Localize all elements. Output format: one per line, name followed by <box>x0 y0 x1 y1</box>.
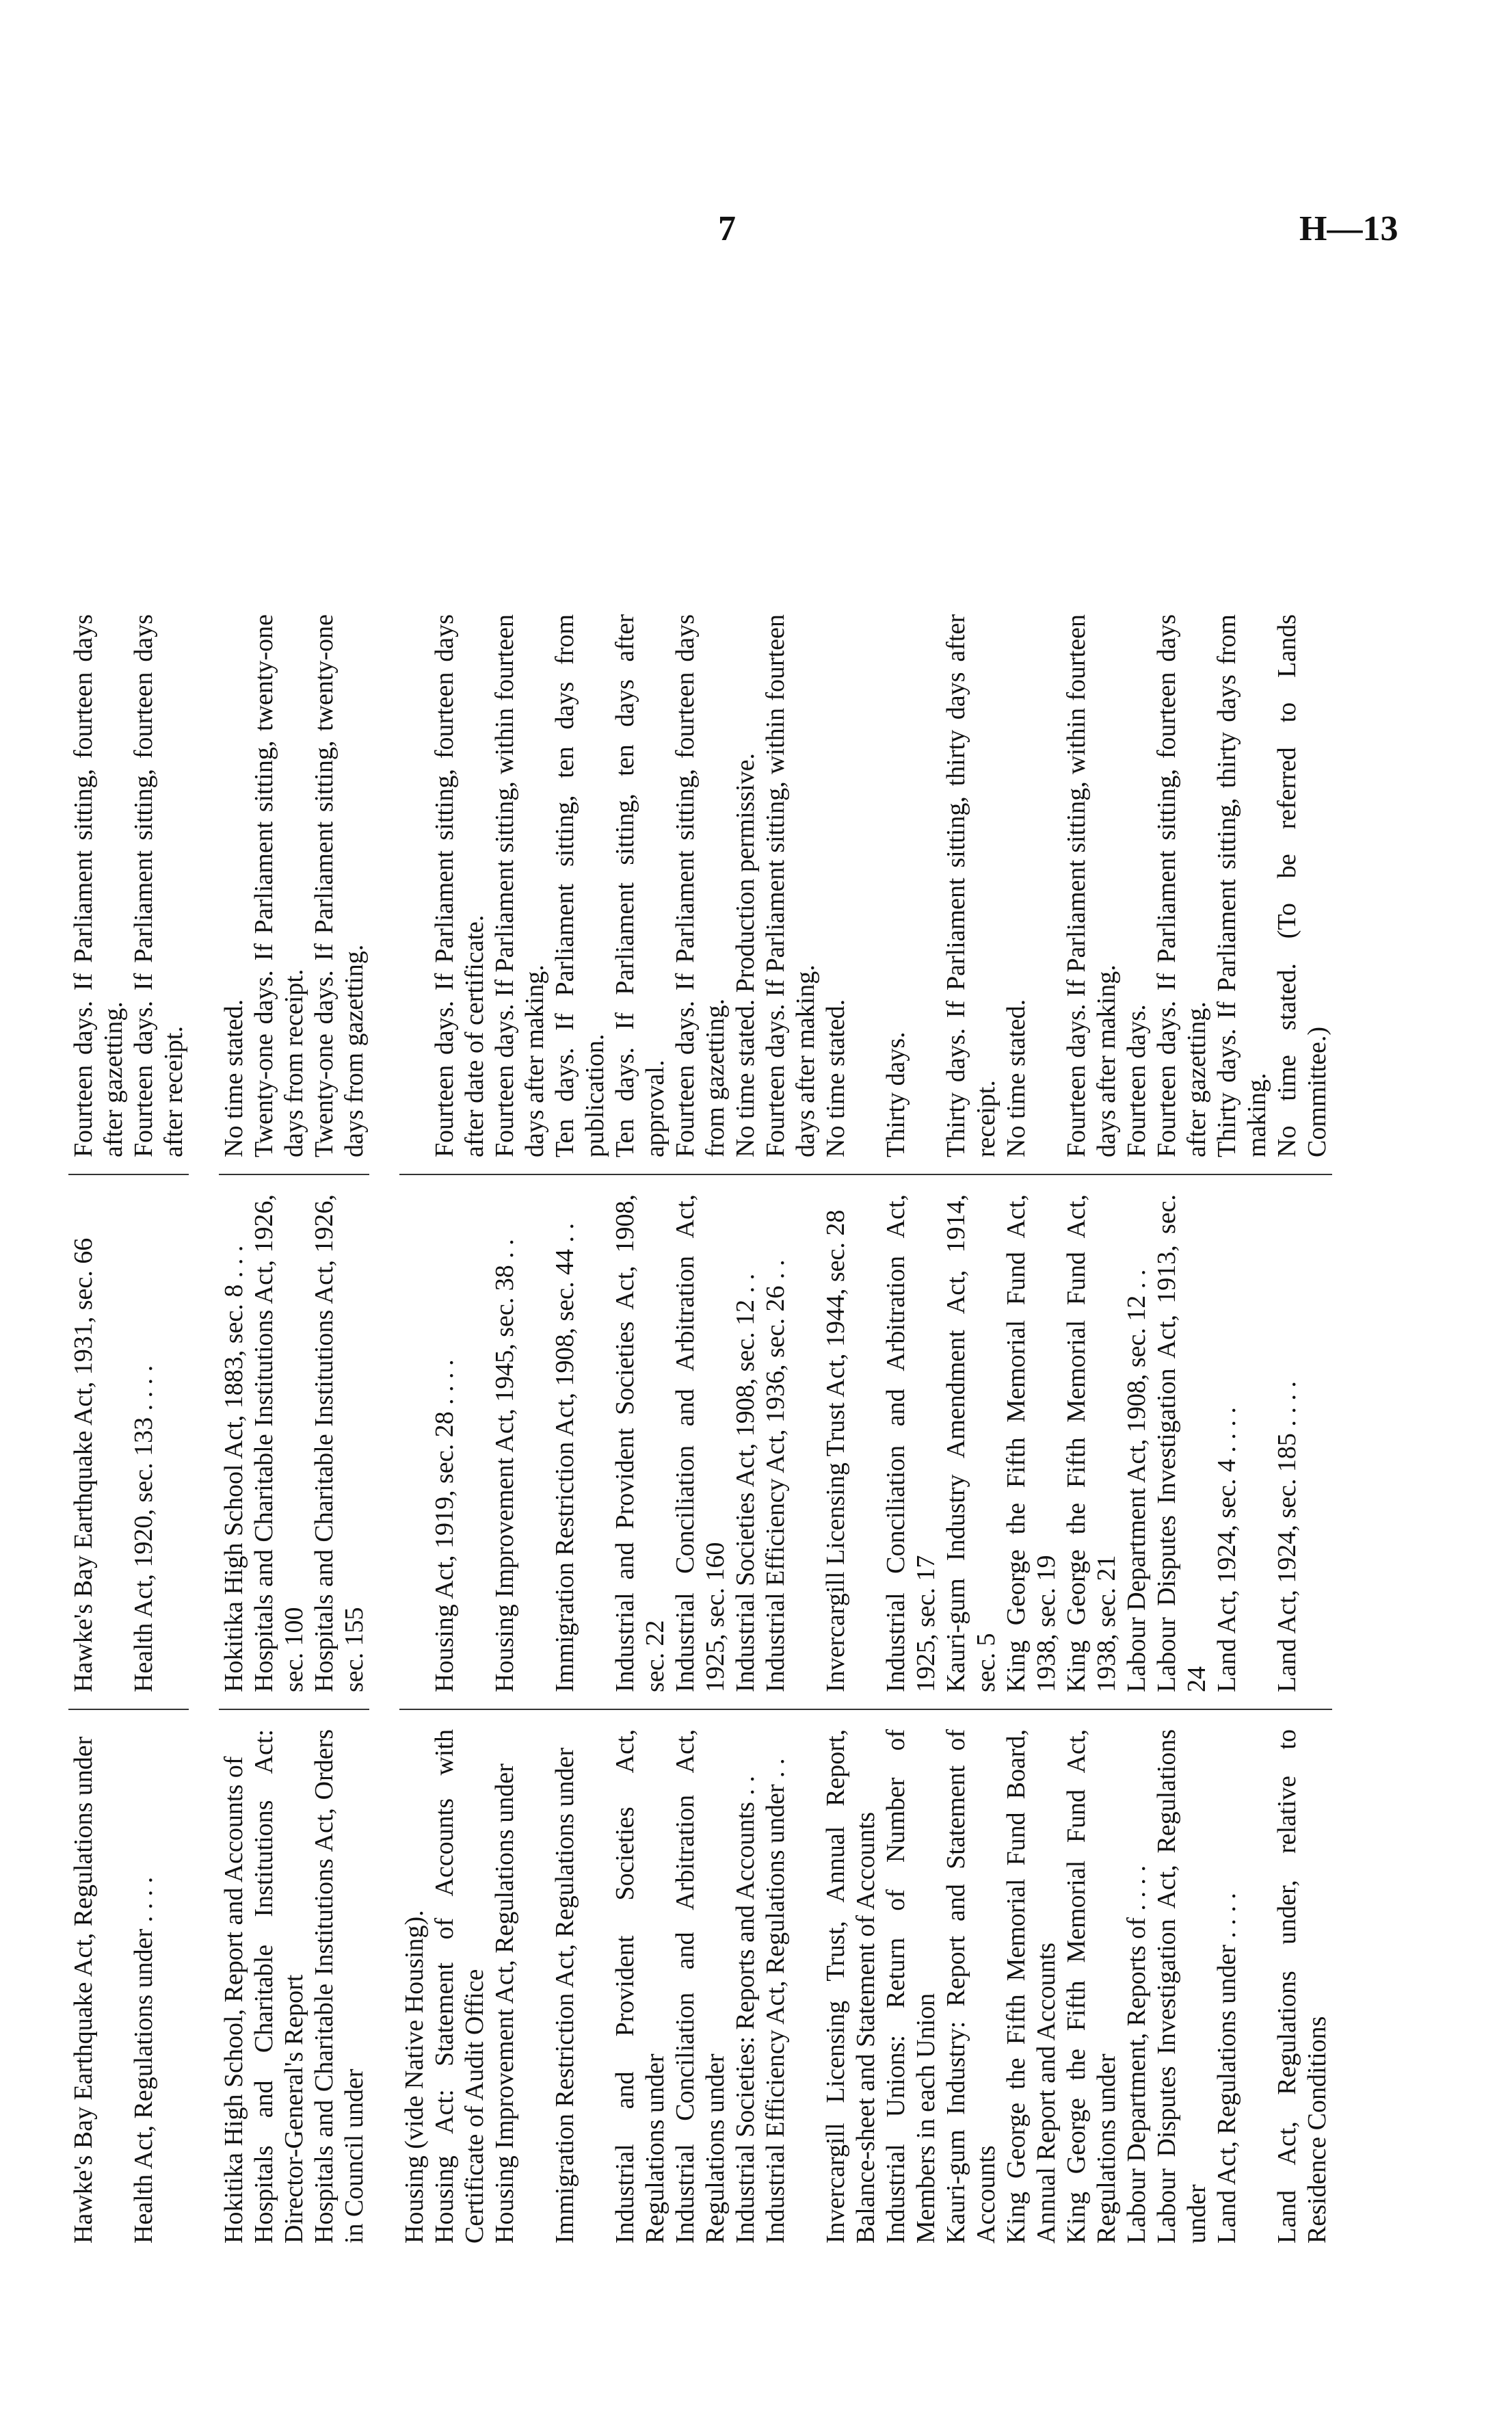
time-cell: Fourteen days. If Parliament sitting, fourteen days after gazetting. <box>69 614 128 1157</box>
document-reference: H—13 <box>1299 209 1398 248</box>
act-cell: Industrial and Provident Societies Act, 1908, sec. 22 <box>611 1194 669 1692</box>
time-cell: Fourteen days. If Parliament sitting, fourteen days after date of certificate. <box>430 614 489 1157</box>
act-cell: Labour Department Act, 1908, sec. 12 . . <box>1122 1269 1151 1692</box>
act-cell: King George the Fifth Memorial Fund Act, 1938, sec. 21 <box>1062 1194 1121 1692</box>
act-cell: Invercargill Licensing Trust Act, 1944, sec. 28 <box>821 1209 850 1692</box>
subject-cell: Labour Department, Reports of . . . . <box>1122 1865 1151 2244</box>
subject-cell: Invercargill Licensing Trust, Annual Report, Balance-sheet and Statement of Accounts <box>821 1729 880 2244</box>
time-cell: No time stated. <box>1002 999 1031 1157</box>
time-cell: No time stated. <box>821 999 850 1157</box>
time-cell: Twenty-one days. If Parliament sitting, twenty-one days from gazetting. <box>310 614 369 1157</box>
time-cell: Fourteen days. If Parliament sitting, within fourteen days after making. <box>1062 614 1121 1157</box>
act-cell: Health Act, 1920, sec. 133 . . . . <box>129 1365 158 1692</box>
time-cell: Fourteen days. If Parliament sitting, within fourteen days after making. <box>761 614 820 1157</box>
act-cell: Hospitals and Charitable Institutions Act, 1926, sec. 100 <box>250 1194 308 1692</box>
subject-cell: Hospitals and Charitable Institutions Act: Director-General's Report <box>250 1729 308 2244</box>
time-cell: No time stated. (To be referred to Lands Committee.) <box>1273 614 1331 1157</box>
act-cell: Housing Improvement Act, 1945, sec. 38 . . <box>490 1239 519 1692</box>
subject-cell: Housing Act: Statement of Accounts with Certificate of Audit Office <box>430 1729 489 2244</box>
time-cell: Thirty days. If Parliament sitting, thirty days after receipt. <box>942 614 1000 1157</box>
subject-cell: Housing (vide Native Housing). <box>400 1910 429 2244</box>
subject-cell: King George the Fifth Memorial Fund Board, Annual Report and Accounts <box>1002 1729 1061 2244</box>
act-cell: Hokitika High School Act, 1883, sec. 8 . . . <box>220 1245 248 1692</box>
subject-cell: King George the Fifth Memorial Fund Act, Regulations under <box>1062 1729 1121 2244</box>
subject-cell: Industrial and Provident Societies Act, Regulations under <box>611 1729 669 2244</box>
subject-cell: Industrial Conciliation and Arbitration Act, Regulations under <box>671 1729 730 2244</box>
subject-cell: Hokitika High School, Report and Accounts of <box>220 1756 248 2244</box>
act-cell: Labour Disputes Investigation Act, 1913, sec. 24 <box>1152 1194 1211 1692</box>
subject-cell: Land Act, Regulations under, relative to Residence Conditions <box>1273 1729 1331 2244</box>
time-cell: Fourteen days. If Parliament sitting, fourteen days after gazetting. <box>1152 614 1211 1157</box>
time-cell: Thirty days. If Parliament sitting, thirty days from making. <box>1212 614 1271 1157</box>
subject-cell: Labour Disputes Investigation Act, Regulations under <box>1152 1729 1211 2244</box>
subject-cell: Land Act, Regulations under . . . . <box>1212 1893 1241 2244</box>
rotated-table <box>68 335 1422 2244</box>
act-cell: Hawke's Bay Earthquake Act, 1931, sec. 66 <box>69 1237 98 1692</box>
subject-cell: Industrial Societies: Reports and Accounts . . <box>731 1776 760 2244</box>
act-cell: Kauri-gum Industry Amendment Act, 1914, sec. 5 <box>942 1194 1000 1692</box>
time-cell: No time stated. <box>220 999 248 1157</box>
subject-cell: Hospitals and Charitable Institutions Act, Orders in Council under <box>310 1729 369 2244</box>
time-cell: Thirty days. <box>881 1031 910 1157</box>
time-cell: Fourteen days. <box>1122 1004 1151 1157</box>
act-cell: Housing Act, 1919, sec. 28 . . . . <box>430 1359 459 1692</box>
time-cell: Ten days. If Parliament sitting, ten days after approval. <box>611 614 669 1157</box>
subject-cell: Kauri-gum Industry: Report and Statement of Accounts <box>942 1729 1000 2244</box>
subject-cell: Industrial Unions: Return of Number of Members in each Union <box>881 1729 940 2244</box>
time-cell: Fourteen days. If Parliament sitting, fourteen days after receipt. <box>129 614 188 1157</box>
act-cell: Industrial Conciliation and Arbitration Act, 1925, sec. 17 <box>881 1194 940 1692</box>
act-cell: King George the Fifth Memorial Fund Act, 1938, sec. 19 <box>1002 1194 1061 1692</box>
act-cell: Industrial Societies Act, 1908, sec. 12 . . <box>731 1273 760 1692</box>
row-spacer <box>189 595 219 2244</box>
time-cell: Fourteen days. If Parliament sitting, within fourteen days after making. <box>490 614 549 1157</box>
time-cell: Fourteen days. If Parliament sitting, fourteen days from gazetting. <box>671 614 730 1157</box>
act-cell: Industrial Efficiency Act, 1936, sec. 26 . . <box>761 1259 790 1692</box>
time-cell: Twenty-one days. If Parliament sitting, twenty-one days from receipt. <box>250 614 308 1157</box>
page-number: 7 <box>718 209 736 248</box>
act-cell: Land Act, 1924, sec. 4 . . . . <box>1212 1407 1241 1692</box>
act-cell: Land Act, 1924, sec. 185 . . . . <box>1273 1381 1301 1692</box>
subject-cell: Health Act, Regulations under . . . . <box>129 1876 158 2244</box>
papers-table <box>68 595 1332 2244</box>
act-cell: Immigration Restriction Act, 1908, sec. 44 . . <box>551 1222 579 1692</box>
subject-cell: Industrial Efficiency Act, Regulations under . . <box>761 1758 790 2244</box>
subject-cell: Housing Improvement Act, Regulations under <box>490 1763 519 2244</box>
time-cell: Ten days. If Parliament sitting, ten days from publication. <box>551 614 609 1157</box>
act-cell: Hospitals and Charitable Institutions Act, 1926, sec. 155 <box>310 1194 369 1692</box>
subject-cell: Immigration Restriction Act, Regulations under <box>551 1747 579 2244</box>
act-cell: Industrial Conciliation and Arbitration Act, 1925, sec. 160 <box>671 1194 730 1692</box>
row-spacer <box>369 595 399 2244</box>
subject-cell: Hawke's Bay Earthquake Act, Regulations under <box>69 1736 98 2244</box>
time-cell: No time stated. Production permissive. <box>731 752 760 1157</box>
